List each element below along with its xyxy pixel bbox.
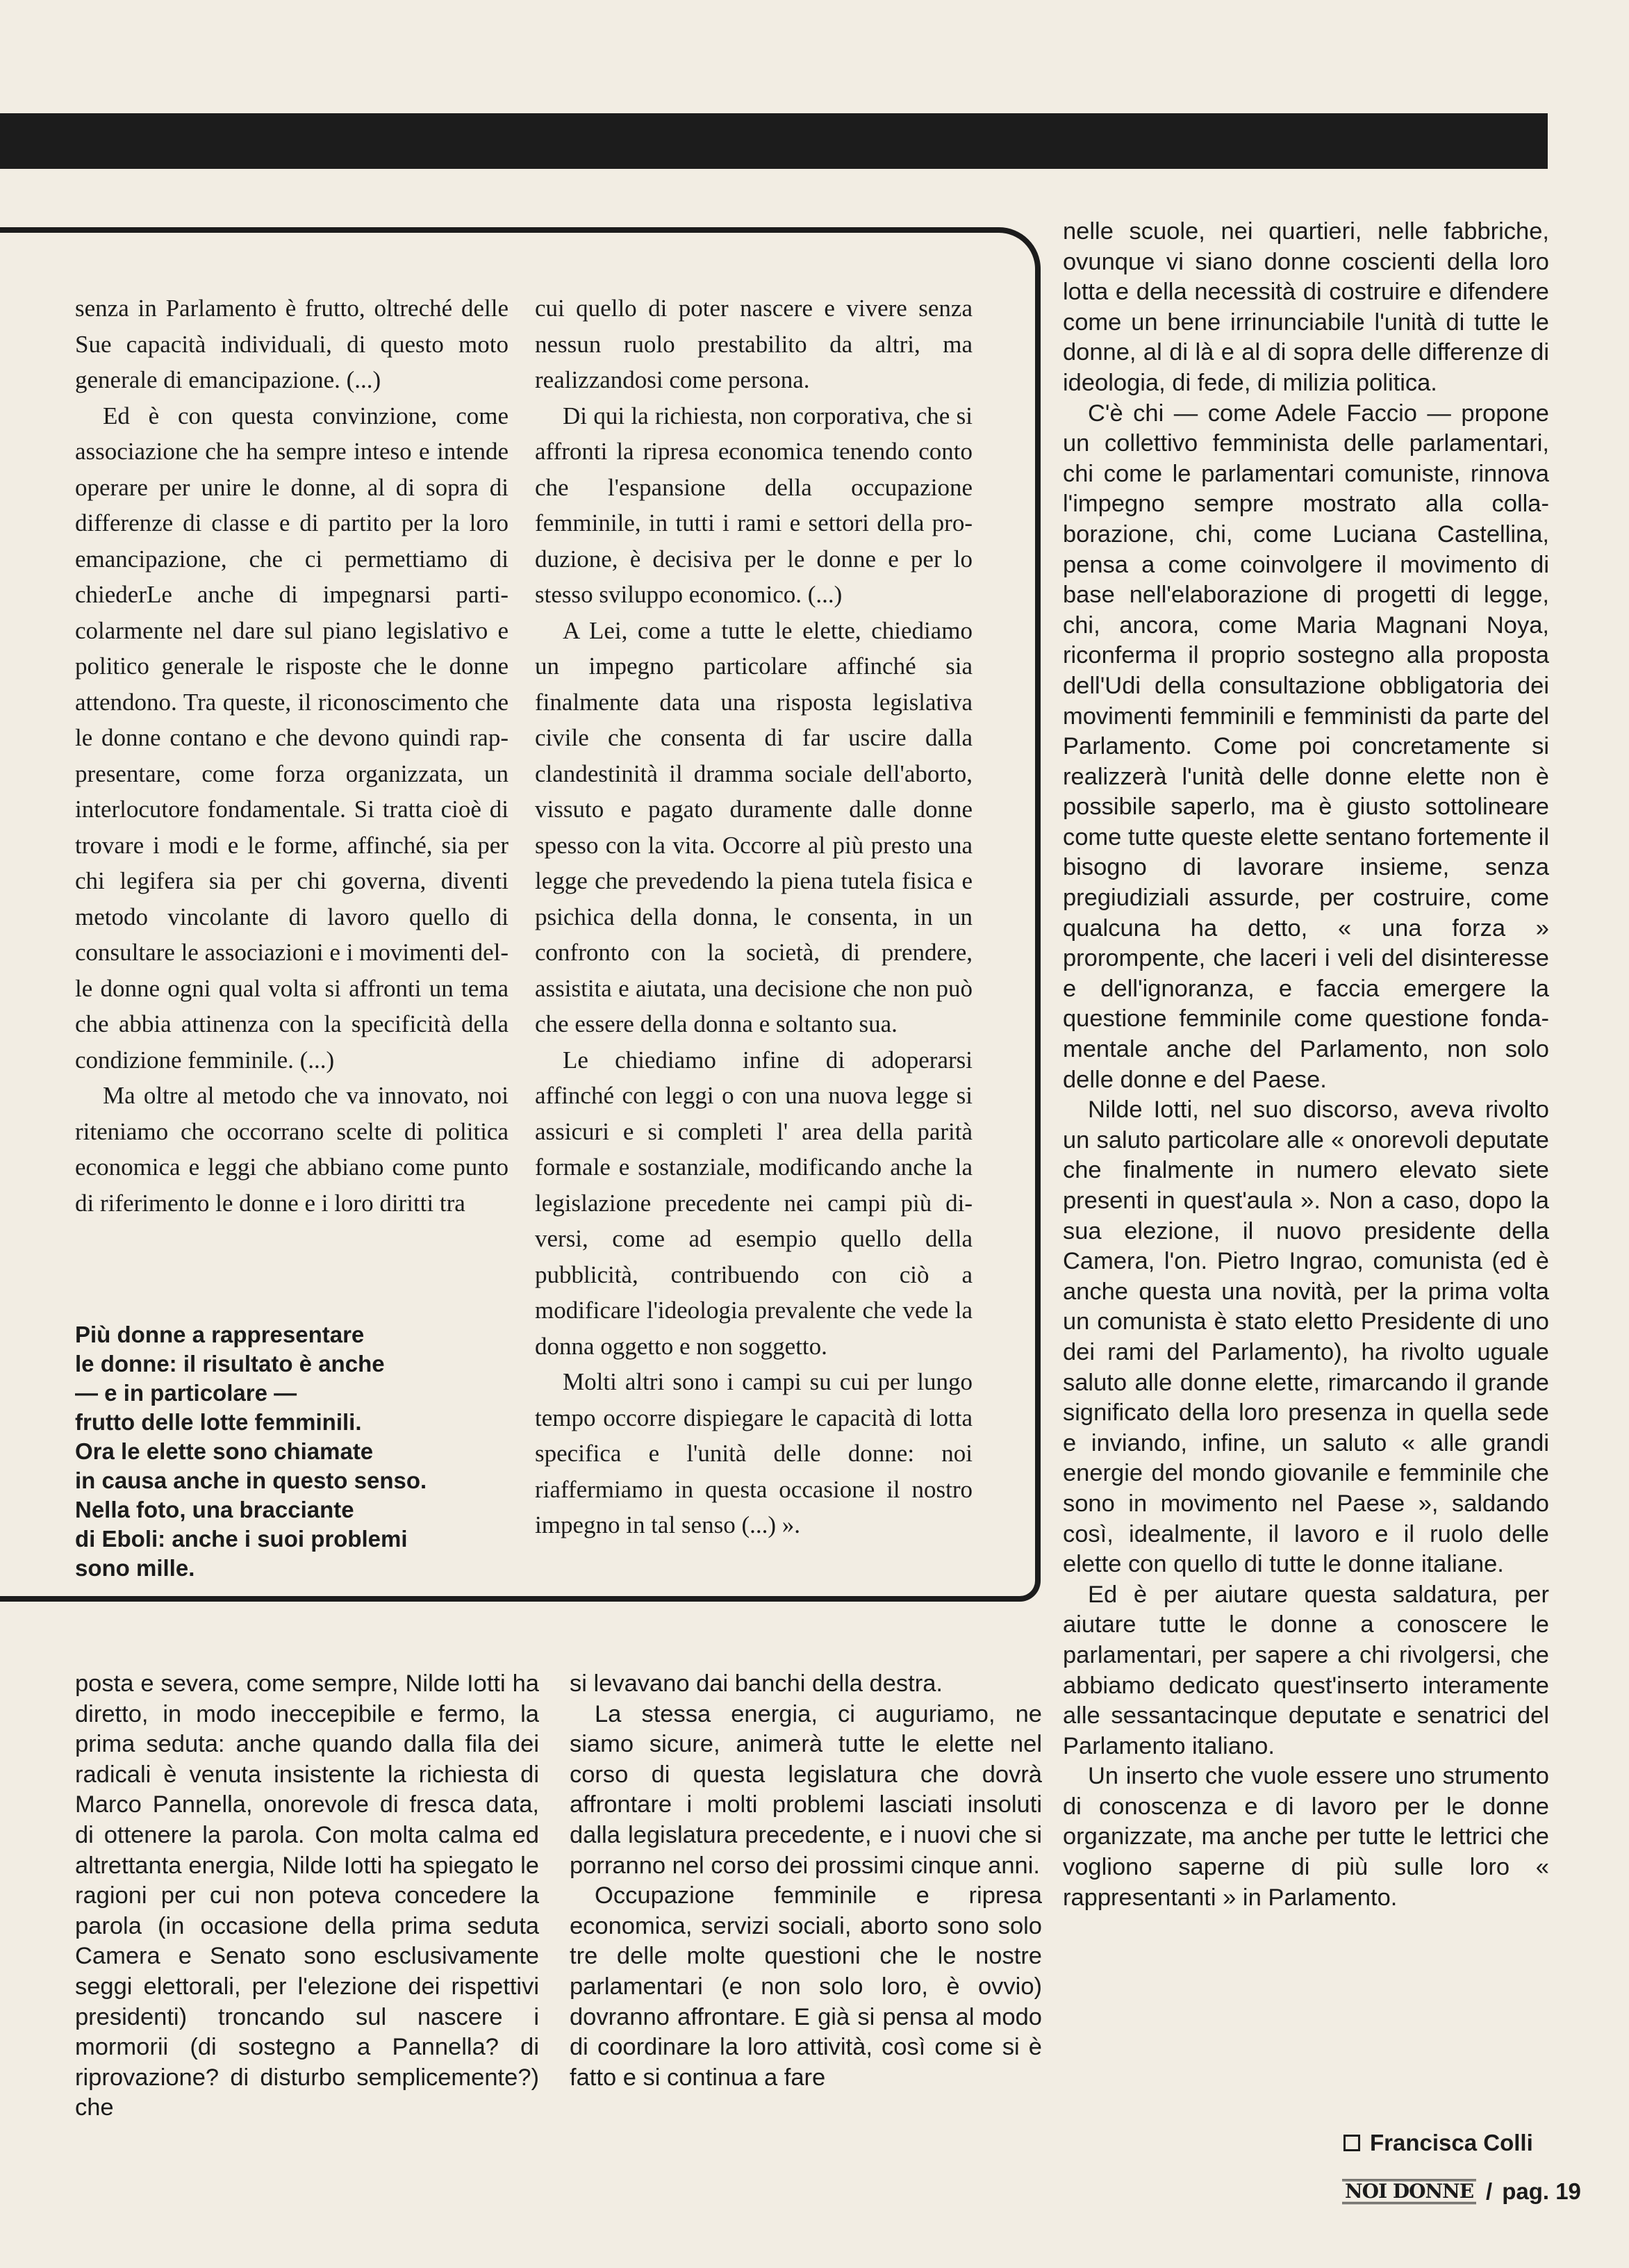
paragraph: Ma oltre al metodo che va innovato, noi riteniamo che occorrano scelte di politica economica e leggi che abbiano come punto di riferimento le donne e i loro diritti tra bbox=[75, 1082, 508, 1217]
bottom-column-1 bbox=[75, 1669, 539, 2123]
paragraph: Di qui la richiesta, non corporativa, che si affronti la ripresa economica tenendo conto che l'espansione della occupazione femminile, in tutti i rami e settori della produzione, è decisiva per le donne e per lo stesso sviluppo economico. (...) bbox=[535, 402, 973, 608]
caption-line: Più donne a rappresentare bbox=[75, 1322, 365, 1347]
right-column bbox=[1063, 217, 1549, 1913]
box-column-2 bbox=[535, 290, 973, 1543]
square-icon bbox=[1343, 2135, 1360, 2151]
magazine-logo: NOI DONNE bbox=[1342, 2179, 1476, 2204]
paragraph: C'è chi — come Adele Faccio — propone un collettivo femminista delle parlamentari, chi come le parlamentari comuniste, rinnova l'impegno sempre mostrato alla collaborazione, chi, come Luciana Castellina, pensa a come coinvolgere il movimento di base nell'elaborazione di progetti di legge, chi, ancora, come Maria Magnani Noya, riconferma il proprio sostegno alla proposta dell'Udi della consultazione obbligatoria dei movimenti femminili e femministi da parte del Parlamento. Come poi concretamente si realizzerà l'unità delle donne elette non è possibile saperlo, ma è giusto sottolineare come tutte queste elette sentano fortemente il bisogno di lavorare insieme, senza pregiudiziali assurde, per costruire, come qualcuna ha detto, « una forza » prorompente, che laceri i veli del disinteresse e dell'ignoranza, e faccia emergere la questione femminile come questione fondamentale anche del Parlamento, non solo delle donne e del Paese. bbox=[1063, 400, 1550, 1093]
paragraph: Molti altri sono i campi su cui per lungo tempo occorre dispiegare le capacità di lotta specifica e l'unità delle donne: noi riaffermiamo in questa occasione il nostro impegno in tal senso (...) ». bbox=[535, 1368, 973, 1538]
caption-line: in causa anche in questo senso. bbox=[75, 1468, 427, 1493]
paragraph: nelle scuole, nei quartieri, nelle fabbriche, ovunque vi siano donne coscienti della loro lotta e della necessità di costruire e difendere come un bene irrinunciabile l'unità di tutte le donne, al di là e al di sopra delle differenze di ideologia, di fede, di milizia politica. bbox=[1063, 218, 1549, 396]
box-column-1 bbox=[75, 290, 508, 1221]
photo-caption bbox=[75, 1320, 520, 1583]
page-number: pag. 19 bbox=[1502, 2178, 1581, 2204]
paragraph: cui quello di poter nascere e vivere senza nessun ruolo prestabilito da altri, ma realizzandosi come persona. bbox=[535, 295, 973, 393]
paragraph: La stessa energia, ci auguriamo, ne siamo sicure, animerà tutte le elette nel corso di questa legislatura che dovrà affrontare i molti problemi lasciati insoluti dalla legislatura precedente, e i nuovi che si porranno nel corso dei prossimi cinque anni. bbox=[570, 1700, 1042, 1879]
paragraph: senza in Parlamento è frutto, oltreché delle Sue capacità individuali, di questo moto generale di emancipazione. (...) bbox=[75, 295, 508, 393]
caption-line: Ora le elette sono chiamate bbox=[75, 1438, 374, 1464]
caption-line: frutto delle lotte femminili. bbox=[75, 1409, 362, 1435]
paragraph: Ed è per aiutare questa saldatura, per aiutare tutte le donne a conoscere le parlamentari, per sapere a chi rivolgersi, che abbiamo dedicato quest'inserto interamente alle sessantacinque deputate e senatrici del Parlamento italiano. bbox=[1063, 1581, 1549, 1759]
paragraph: si levavano dai banchi della destra. bbox=[570, 1670, 943, 1697]
paragraph: Ed è con questa convinzione, come associazione che ha sempre inteso e intende operare per unire le donne, al di sopra di differenze di classe e di partito per la loro emancipazione, che ci permettiamo di chiederLe anche di impegnarsi particolarmente nel dare sul piano legislativo e politico generale le risposte che le donne attendono. Tra queste, il riconoscimento che le donne contano e che devono quindi rappresentare, come forza organizzata, un interlocutore fondamentale. Si tratta cioè di trovare i modi e le forme, affinché, sia per chi legifera sia per chi governa, diventi metodo vincolante di lavoro quello di consultare le associazioni e i movimenti delle donne ogni qual volta si affronti un tema che abbia attinenza con la specificità della condizione femminile. (...) bbox=[75, 402, 508, 1074]
caption-line: — e in particolare — bbox=[75, 1380, 297, 1406]
paragraph: Nilde Iotti, nel suo discorso, aveva rivolto un saluto particolare alle « onorevoli deputate che finalmente in numero elevato siete presenti in quest'aula ». Non a caso, dopo la sua elezione, il nuovo presidente della Camera, l'on. Pietro Ingrao, comunista (ed è anche questa una novità, per la prima volta un comunista è stato eletto Presidente di uno dei rami del Parlamento), ha rivolto uguale saluto alle donne elette, rimarcando il grande significato della loro presenza in quella sede e inviando, infine, un saluto « alle grandi energie del mondo giovanile e femminile che sono in movimento nel Paese », saldando così, idealmente, il lavoro e il ruolo delle elette con quello di tutte le donne italiane. bbox=[1063, 1096, 1549, 1578]
caption-line: di Eboli: anche i suoi problemi bbox=[75, 1526, 408, 1552]
caption-line: le donne: il risultato è anche bbox=[75, 1351, 385, 1377]
author-byline bbox=[1343, 2130, 1533, 2156]
author-name: Francisca Colli bbox=[1370, 2130, 1533, 2155]
bottom-column-2 bbox=[570, 1669, 1042, 2093]
paragraph: Un inserto che vuole essere uno strumento di conoscenza e di lavoro per le donne organizzate, ma anche per tutte le lettrici che vogliono saperne di più sulle loro « rappresentanti » in Parlamento. bbox=[1063, 1763, 1549, 1911]
caption-line: Nella foto, una bracciante bbox=[75, 1497, 354, 1522]
header-bar bbox=[0, 113, 1548, 169]
paragraph: Le chiediamo infine di adoperarsi affinché con leggi o con una nuova legge si assicuri e si completi l' area della parità formale e sostanziale, modificando anche la legislazione precedente nei campi più diversi, come ad esempio quello della pubblicità, contribuendo con ciò a modificare l'ideologia prevalente che vede la donna oggetto e non soggetto. bbox=[535, 1046, 973, 1360]
footer-separator: / bbox=[1486, 2178, 1493, 2204]
page-footer bbox=[1342, 2178, 1581, 2205]
paragraph: A Lei, come a tutte le elette, chiediamo un impegno particolare affinché sia finalmente data una risposta legislativa civile che consenta di far uscire dalla clandestinità il dramma sociale dell'aborto, vissuto e pagato duramente dalle donne spesso con la vita. Occorre al più presto una legge che prevedendo la piena tutela fisica e psichica della donna, le consenta, in un confronto con la società, di prendere, assistita e aiutata, una decisione che non può che essere della donna e soltanto sua. bbox=[535, 616, 973, 1037]
caption-line: sono mille. bbox=[75, 1555, 195, 1581]
paragraph: Occupazione femminile e ripresa economica, servizi sociali, aborto sono solo tre delle molte questioni che le nostre parlamentari (e non solo loro, è ovvio) dovranno affrontare. E già si pensa al modo di coordinare la loro attività, così come si è fatto e si continua a fare bbox=[570, 1882, 1042, 2091]
paragraph: posta e severa, come sempre, Nilde Iotti ha diretto, in modo ineccepibile e fermo, la prima seduta: anche quando dalla fila dei radicali è venuta insistente la richiesta di Marco Pannella, onorevole di fresca data, di ottenere la parola. Con molta calma ed altrettanta energia, Nilde Iotti ha spiegato le ragioni per cui non poteva concedere la parola (in occasione della prima seduta Camera e Senato sono esclusivamente seggi elettorali, per l'elezione dei rispettivi presidenti) troncando sul nascere i mormorii (di sostegno a Pannella? di riprovazione? di disturbo semplicemente?) che bbox=[75, 1670, 539, 2121]
